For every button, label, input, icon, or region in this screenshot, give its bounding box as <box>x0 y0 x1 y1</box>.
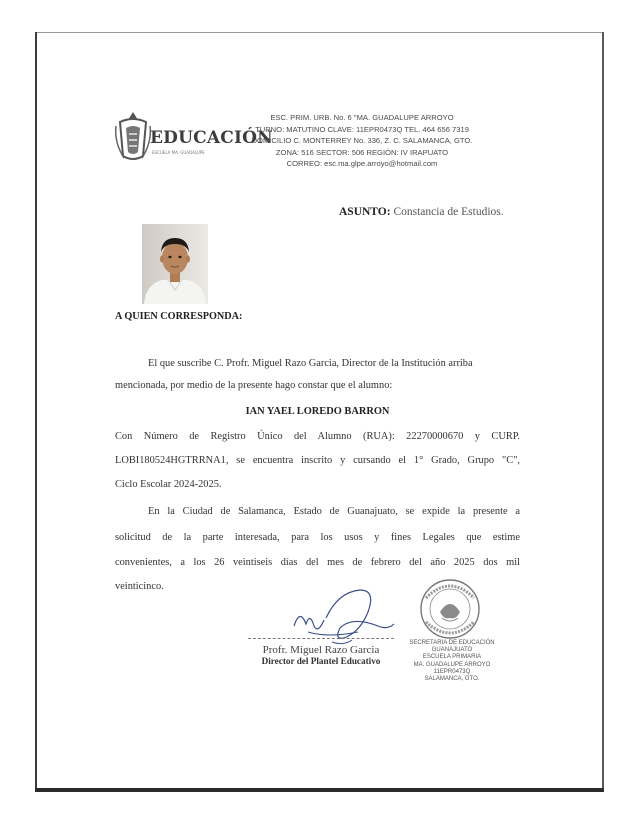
seal-line-escuela: ESCUELA PRIMARIA <box>422 654 482 661</box>
seal-line-guanajuato: GUANAJUATO <box>431 647 473 654</box>
paragraph3-line2: solicitud de la parte interesada, para los usos y fines Legales que estime <box>115 532 520 543</box>
paragraph2-line2: LOBI180524HGTRRNA1, se encuentra inscrito y cursando el 1° Grado, Grupo "C", <box>115 455 520 466</box>
paragraph2-line1: Con Número de Registro Único del Alumno (RUA): 22270000670 y CURP. <box>115 431 520 442</box>
seal-line-nombre: MA. GUADALUPE ARROYO <box>413 661 491 668</box>
seal-line-clave: 11EPR0473Q <box>433 668 471 675</box>
signature-line <box>248 638 394 639</box>
seal-caption <box>398 640 506 683</box>
page-edge-bottom <box>35 788 604 792</box>
header-line-zona: ZONA: 516 SECTOR: 506 REGIÓN: IV IRAPUATO <box>275 147 449 157</box>
paragraph3-line4: veinticinco. <box>115 581 164 592</box>
paragraph1-line2: mencionada, por medio de la presente hago constar que el alumno: <box>115 380 393 391</box>
page-edge-left <box>35 32 37 792</box>
signatory-role: Director del Plantel Educativo <box>261 656 381 666</box>
header-line-school: ESC. PRIM. URB. No. 6 "MA. GUADALUPE ARROYO <box>270 113 454 122</box>
education-logo-icon <box>112 108 154 164</box>
student-name: IAN YAEL LOREDO BARRON <box>245 406 390 417</box>
logo-subtext: ESCUELA MA. GUADALUPE <box>152 150 205 155</box>
subject-line <box>339 206 504 218</box>
paragraph3-line1: En la Ciudad de Salamanca, Estado de Guanajuato, se expide la presente a <box>148 506 520 517</box>
logo-wordmark: EDUCACIÓN <box>150 128 273 148</box>
page-edge-top <box>35 32 603 33</box>
subject-label: ASUNTO: <box>339 206 391 218</box>
salutation: A QUIEN CORRESPONDA: <box>115 311 243 322</box>
paragraph2-line3: Ciclo Escolar 2024-2025. <box>115 479 222 490</box>
seal-line-ciudad: SALAMANCA, GTO. <box>424 676 480 683</box>
header-line-correo: CORREO: esc.ma.glpe.arroyo@hotmail.com <box>286 159 438 168</box>
official-seal-icon <box>412 578 488 640</box>
page-edge-right <box>602 32 604 792</box>
paragraph1-line1: El que suscribe C. Profr. Miguel Razo Garcia, Director de la Institución arriba <box>148 358 473 369</box>
student-photo <box>142 224 208 304</box>
paragraph3-line3: convenientes, a los 26 veintiseis días del mes de febrero del año 2025 dos mil <box>115 557 520 568</box>
header-line-domicilio: DOMICILIO C. MONTERREY No. 336, Z. C. SALAMANCA, GTO. <box>251 136 473 145</box>
subject-value: Constancia de Estudios. <box>393 206 504 218</box>
school-header <box>232 112 492 170</box>
seal-line-secretaria: SECRETARIA DE EDUCACIÓN <box>409 640 495 646</box>
header-line-turno: TURNO: MATUTINO CLAVE: 11EPR0473Q TEL. 464 656 7319 <box>255 124 469 134</box>
signatory-name: Profr. Miguel Razo Garcia <box>262 644 380 656</box>
